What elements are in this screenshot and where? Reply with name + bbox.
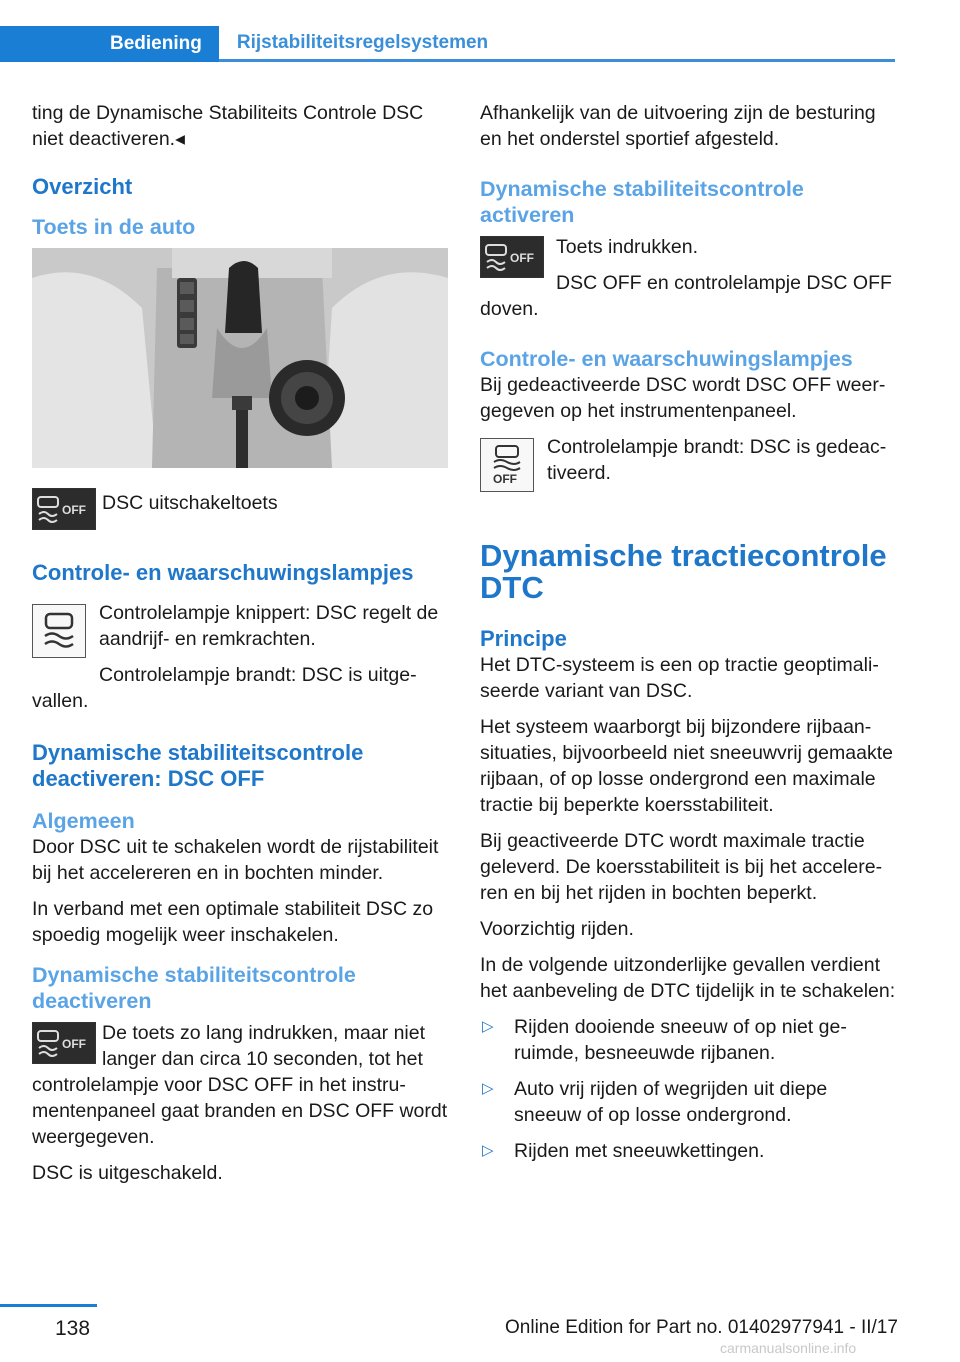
heading-deactiveren-off: Dynamische stabiliteitscontrole deactiveren: DSC OFF: [32, 740, 364, 791]
watermark: carmanualsonline.info: [720, 1340, 857, 1356]
deact-text-b: controlelampje voor DSC OFF in het instrumentenpaneel gaat branden en DSC OFF wordt weergegeven.: [32, 1074, 448, 1148]
deact-p2: DSC is uitgeschakeld.: [32, 1162, 223, 1184]
heading-principe: Principe: [480, 626, 567, 651]
dsc-off-icon: [32, 488, 96, 530]
header-tabs: [0, 26, 895, 62]
heading-algemeen: Algemeen: [32, 809, 135, 833]
left-column: [32, 100, 450, 1196]
dsc-off-icon-3: [480, 236, 544, 278]
heading-overzicht: Overzicht: [32, 174, 133, 199]
activate-text-1: Toets indrukken.: [556, 236, 698, 258]
edition-text: Online Edition for Part no. 01402977941 - II/17: [505, 1317, 898, 1338]
triangle-bullet-icon: ▷: [482, 1018, 494, 1035]
list-item: ▷ Rijden met sneeuwkettingen.: [482, 1140, 765, 1162]
svg-text:OFF: OFF: [62, 1037, 86, 1051]
principe-p4: Voorzichtig rijden.: [480, 918, 634, 940]
activate-text-2b: doven.: [480, 298, 539, 320]
lamp-row-right: [480, 434, 898, 496]
lamp-text-2a: Controlelampje brandt: DSC is uitge-: [99, 664, 417, 686]
algemeen-p1: Door DSC uit te schakelen wordt de rijstabiliteit bij het accelereren en in bochten minder.: [32, 836, 439, 884]
dsc-off-warning-icon: [480, 438, 534, 492]
console-photo: [32, 248, 448, 468]
lamp-text-1: Controlelampje knippert: DSC regelt de aandrijf- en remkrachten.: [99, 602, 439, 650]
list-item: ▷ Auto vrij rijden of wegrijden uit diepe sneeuw of op losse ondergrond.: [482, 1078, 828, 1126]
right-intro: Afhankelijk van de uitvoering zijn de besturing en het onderstel sportief afgesteld.: [480, 102, 876, 150]
page-number: 138: [55, 1317, 91, 1340]
svg-text:OFF: OFF: [62, 503, 86, 517]
dsc-off-icon-2: [32, 1022, 96, 1064]
principe-p2: Het systeem waarborgt bij bijzondere rijbaansituaties, bijvoorbeeld niet sneeuwvrij gemaakte rijbaan, of op losse ondergrond een maximale tractie bij beperkte koersstabiliteit.: [480, 716, 893, 816]
heading-controle-left: Controle- en waarschuwingslampjes: [32, 560, 414, 585]
controle-right-p: Bij gedeactiveerde DSC wordt DSC OFF weergegeven op het instrumentenpaneel.: [480, 374, 886, 422]
bullet-list: [480, 1014, 898, 1164]
heading-activeren: Dynamische stabiliteitscontrole activeren: [480, 177, 804, 227]
principe-p3: Bij geactiveerde DTC wordt maximale tractie geleverd. De koersstabiliteit is bij het accelereren en bij het rijden in bochten beperkt.: [480, 830, 883, 904]
triangle-bullet-icon: ▷: [482, 1142, 494, 1159]
tab-rijstabiliteit[interactable]: Rijstabiliteitsregelsystemen: [219, 26, 895, 62]
intro-text: ting de Dynamische Stabiliteits Controle DSC niet deactiveren.◂: [32, 102, 424, 150]
dsc-button-row: [32, 486, 450, 530]
algemeen-p2: In verband met een optimale stabiliteit DSC zo spoedig mogelijk weer inschakelen.: [32, 898, 434, 946]
principe-p1: Het DTC-systeem is een op tractie geoptimaliseerde variant van DSC.: [480, 654, 879, 702]
list-item: ▷ Rijden dooiende sneeuw of op niet geruimde, besneeuwde rijbanen.: [482, 1016, 847, 1064]
deact-row: [32, 1020, 450, 1072]
principe-p5: In de volgende uitzonderlijke gevallen verdient het aanbeveling de DTC tijdelijk in te schakelen:: [480, 954, 896, 1002]
activate-row: [480, 234, 898, 296]
heading-controle-right: Controle- en waarschuwingslampjes: [480, 347, 853, 371]
lamp-text-right: Controlelampje brandt: DSC is gedeactiveerd.: [547, 436, 887, 484]
heading-dtc: Dynamische tractiecontrole DTC: [480, 538, 887, 605]
svg-text:OFF: OFF: [510, 251, 534, 265]
footer-rule: [0, 1304, 97, 1307]
heading-deactiveren: Dynamische stabiliteitscontrole deactiveren: [32, 963, 356, 1013]
tab-bediening[interactable]: Bediening: [0, 26, 219, 62]
lamp-row-left: [32, 600, 450, 688]
dsc-button-caption: DSC uitschakeltoets: [102, 492, 278, 514]
deact-text-a: De toets zo lang indrukken, maar niet langer dan circa 10 seconden, tot het: [102, 1022, 426, 1070]
activate-text-2a: DSC OFF en controlelampje DSC OFF: [556, 272, 892, 294]
triangle-bullet-icon: ▷: [482, 1080, 494, 1097]
right-column: [480, 100, 898, 1174]
lamp-text-2b: vallen.: [32, 690, 89, 712]
dsc-warning-icon: [32, 604, 86, 658]
heading-toets: Toets in de auto: [32, 215, 196, 239]
svg-text:OFF: OFF: [493, 472, 517, 486]
console-illustration: [32, 248, 448, 468]
